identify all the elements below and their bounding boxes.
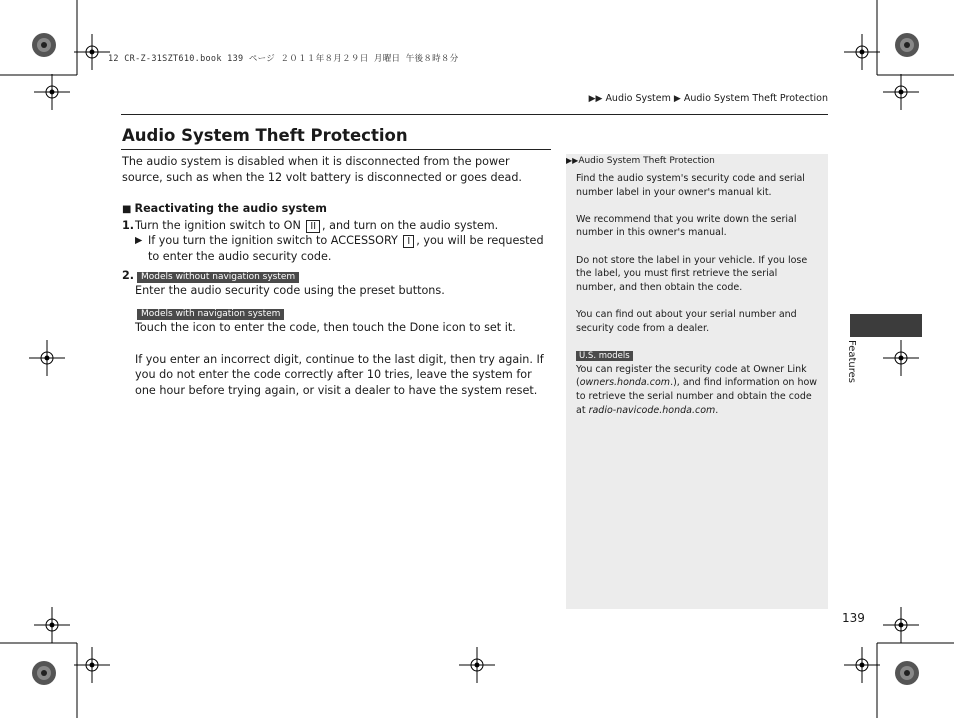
- step-2-nav-text: Touch the icon to enter the code, then touch the Done icon to set it.: [135, 321, 516, 335]
- registration-target-icon: [30, 31, 58, 59]
- intro-text: The audio system is disabled when it is disconnected from the power source, such as when the 12 volt battery is disconnected or goes dead.: [122, 155, 522, 184]
- navicode-url[interactable]: radio-navicode.honda.com: [588, 404, 716, 416]
- square-bullet-icon: ■: [122, 204, 132, 216]
- sidebar-p5-text: You can register the security code at Owner Link (: [576, 363, 807, 389]
- owner-link-url[interactable]: owners.honda.com: [579, 377, 671, 389]
- print-header: 12 CR-Z-31SZT610.book 139 ページ ２０１１年８月２９日 月曜日 午後８時８分: [108, 54, 459, 64]
- step-number: 2.: [122, 268, 135, 282]
- step-2-retry-text: If you enter an incorrect digit, continue to the last digit, then try again. If you do not enter the code correctly after 10 tries, leave the system for one hour before trying again, or visit a dealer to have the system reset.: [135, 352, 544, 397]
- note-arrow-icon: ▶: [135, 235, 143, 247]
- sidebar-p5-text-mid: .), and find information on how to retrieve the serial number and obtain the code at: [576, 377, 818, 416]
- step-1-text-end: , and turn on the audio system.: [322, 218, 499, 232]
- sidebar-p3: Do not store the label in your vehicle. If you lose the label, you must first retrieve the serial number, and then obtain the code.: [576, 254, 808, 293]
- registration-target-icon: [893, 659, 921, 687]
- sidebar-p2: We recommend that you write down the serial number in this owner's manual.: [576, 213, 797, 239]
- breadcrumb-separator-icon: ▶: [673, 94, 681, 104]
- ignition-accessory-key-icon: I: [403, 235, 414, 248]
- breadcrumb-level1: Audio System: [605, 93, 671, 104]
- sidebar-arrow-icon: ▶▶: [566, 156, 579, 165]
- page-number: 139: [842, 611, 865, 625]
- us-models-tag: U.S. models: [576, 351, 633, 361]
- sidebar-p4: You can find out about your serial number and security code from a dealer.: [576, 308, 797, 334]
- ignition-on-key-icon: II: [306, 220, 320, 233]
- registration-target-icon: [893, 31, 921, 59]
- model-tag-without-nav: Models without navigation system: [137, 272, 299, 283]
- step-number: 1.: [122, 218, 135, 232]
- sidebar-p1: Find the audio system's security code and serial number label in your owner's manual kit.: [576, 173, 805, 198]
- step-1-note-text: If you turn the ignition switch to ACCESSORY: [148, 234, 398, 248]
- section-heading-text: Reactivating the audio system: [134, 202, 327, 216]
- sidebar-p5-text-end: .: [715, 404, 719, 416]
- breadcrumb-level2: Audio System Theft Protection: [683, 93, 828, 104]
- step-1-note-text-end: , you will be requested to enter the audio security code.: [148, 234, 544, 263]
- page-title: Audio System Theft Protection: [122, 126, 408, 145]
- step-1-text: Turn the ignition switch to ON: [135, 218, 301, 232]
- model-tag-with-nav: Models with navigation system: [137, 309, 284, 320]
- section-tab-label: Features: [846, 340, 857, 383]
- breadcrumb-arrow-icon: ▶▶: [588, 94, 603, 104]
- sidebar-heading-text: Audio System Theft Protection: [578, 156, 715, 166]
- registration-target-icon: [30, 659, 58, 687]
- step-2-text: Enter the audio security code using the preset buttons.: [135, 284, 445, 298]
